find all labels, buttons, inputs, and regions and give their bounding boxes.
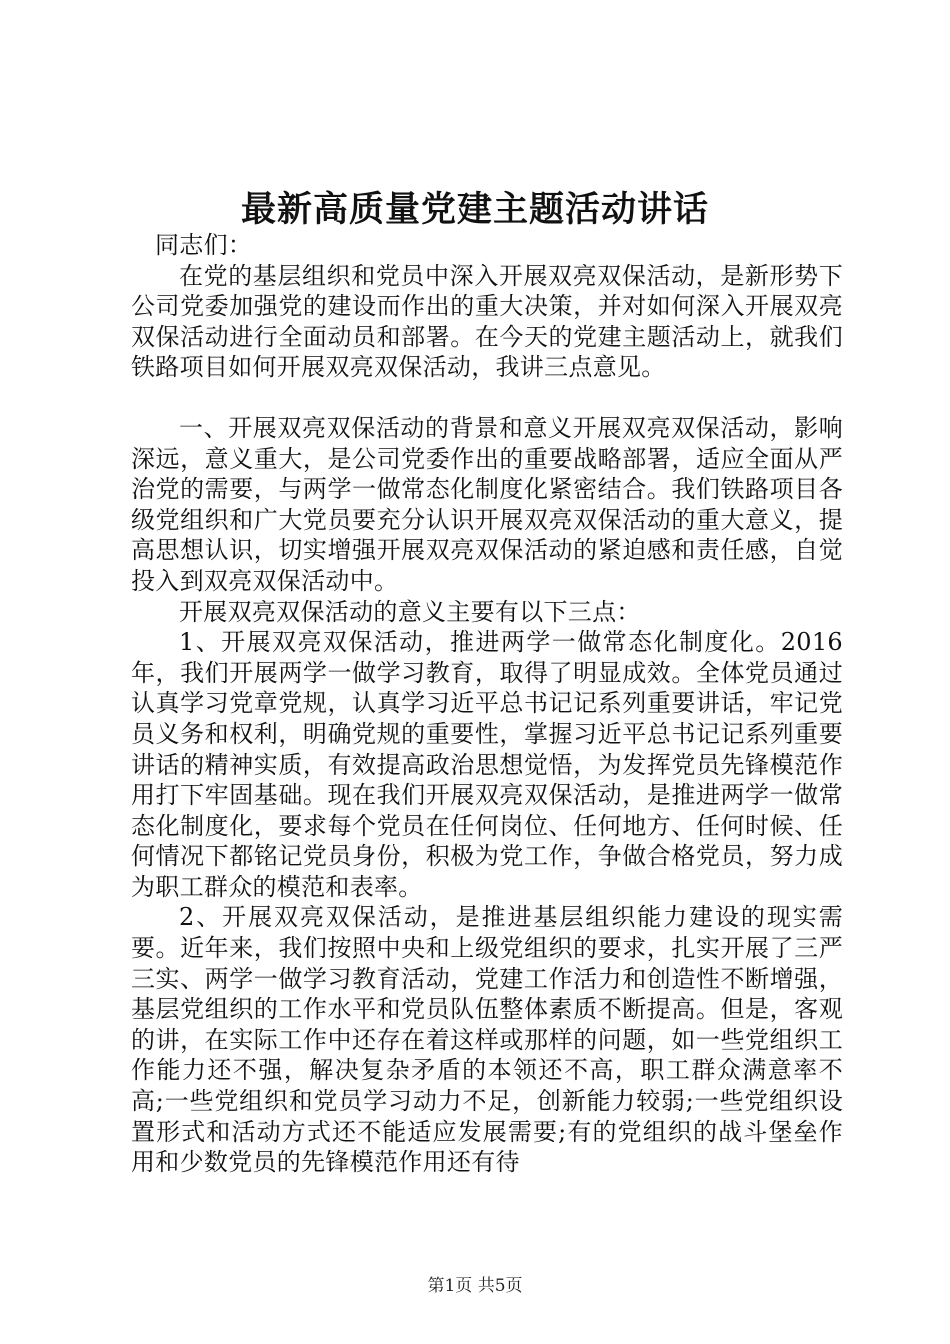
point-one-paragraph: 1、开展双亮双保活动，推进两学一做常态化制度化。2016年，我们开展两学一做学习教育，取得了明显成效。全体党员通过认真学习党章党规，认真学习近平总书记记系列重要讲话，牢记党员义务和权利，明确党规的重要性，掌握习近平总书记记系列重要讲话的精神实质，有效提高政治思想觉悟，为发挥党员先锋模范作用打下牢固基础。现在我们开展双亮双保活动，是推进两学一做常态化制度化，要求每个党员在任何岗位、任何地方、任何时候、任何情况下都铭记党员身份，积极为党工作，争做合格党员，努力成为职工群众的模范和表率。	[131, 628, 843, 901]
point-two-paragraph: 2、开展双亮双保活动，是推进基层组织能力建设的现实需要。近年来，我们按照中央和上级党组织的要求，扎实开展了三严三实、两学一做学习教育活动，党建工作活力和创造性不断增强，基层党组织的工作水平和党员队伍整体素质不断提高。但是，客观的讲，在实际工作中还存在着这样或那样的问题，如一些党组织工作能力还不强，解决复杂矛盾的本领还不高，职工群众满意率不高;一些党组织和党员学习动力不足，创新能力较弱;一些党组织设置形式和活动方式还不能适应发展需要;有的党组织的战斗堡垒作用和少数党员的先锋模范作用还有待	[131, 903, 843, 1177]
greeting-paragraph: 同志们：	[155, 231, 253, 259]
significance-intro-paragraph: 开展双亮双保活动的意义主要有以下三点：	[179, 597, 641, 626]
page-number-footer: 第1页 共5页	[427, 1276, 523, 1296]
document-body	[131, 230, 843, 1178]
intro-paragraph: 在党的基层组织和党员中深入开展双亮双保活动，是新形势下公司党委加强党的建设而作出的重大决策，并对如何深入开展双亮双保活动进行全面动员和部署。在今天的党建主题活动上，就我们铁路项目如何开展双亮双保活动，我讲三点意见。	[131, 261, 843, 382]
section-one-paragraph: 一、开展双亮双保活动的背景和意义开展双亮双保活动，影响深远，意义重大，是公司党委作出的重要战略部署，适应全面从严治党的需要，与两学一做常态化制度化紧密结合。我们铁路项目各级党组织和广大党员要充分认识开展双亮双保活动的重大意义，提高思想认识，切实增强开展双亮双保活动的紧迫感和责任感，自觉投入到双亮双保活动中。	[131, 413, 843, 595]
document-title: 最新高质量党建主题活动讲话	[240, 189, 709, 230]
